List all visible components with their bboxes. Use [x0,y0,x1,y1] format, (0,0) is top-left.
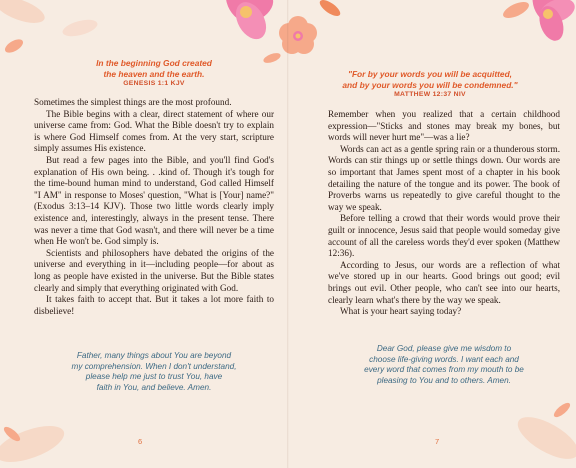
left-verse-line-1: In the beginning God created [96,58,212,68]
right-prayer-line-3: every word that comes from my mouth to be [364,365,524,375]
right-paragraph-1: Remember when you realized that a certain childhood expression—"Sticks and stones may break my bones, but words will never hurt me"—was a lie? [328,109,560,143]
right-prayer [320,344,568,386]
left-prayer-line-4: faith in You, and believe. Amen. [96,382,212,392]
left-paragraph-5: It takes faith to accept that. But it takes a lot more faith to disbelieve! [34,294,274,316]
right-page-number: 7 [435,437,440,446]
right-prayer-line-2: choose life-giving words. I want each and [369,354,519,364]
left-paragraph-1: Sometimes the simplest things are the most profound. [34,97,232,107]
right-verse [310,69,550,101]
right-verse-reference: MATTHEW 12:37 NIV [394,91,466,99]
right-page [288,0,576,468]
left-verse-line-2: the heaven and the earth. [103,68,205,79]
left-prayer [34,351,274,393]
left-prayer-line-2: my comprehension. When I don't understand, [71,361,237,371]
left-body-text [34,97,274,317]
right-paragraph-5: What is your heart saying today? [340,306,462,317]
left-paragraph-3: But read a few pages into the Bible, and you'll find God's explanation of His own being. . .kind of. Though it's tough for the time-bound human mind to understand, God called Himself "I AM" in response to Moses' question, "What is [Your] name?" (Exodus 3:13–14 KJV). Those two little words clearly imply existence and, interestingly, always in the present tense. There was never a time that God wasn't, and there will never be a time when He won't be. God simply is. [34,154,274,247]
right-verse-line-1: "For by your words you will be acquitted, [347,69,513,79]
left-verse [34,58,274,90]
left-prayer-line-3: please help me just to trust You, have [85,372,223,382]
right-prayer-line-4: pleasing to You and to others. Amen. [377,375,511,385]
left-paragraph-4: Scientists and philosophers have debated the origins of the universe and everything in it—including people—for about as long as people have existed in the universe. But the Bible states clearly and simply that everything originated with God. [34,247,274,293]
left-verse-reference: GENESIS 1:1 KJV [123,80,185,88]
left-paragraph-2: The Bible begins with a clear, direct statement of where our universe came from: God. What the Bible doesn't try to explain is where God Himself comes from. At the very start, scripture simply assumes His existence. [34,108,274,154]
right-paragraph-2: Words can act as a gentle spring rain or a thunderous storm. Words can stir things up or settle things down. Our words are so important that James spent most of a chapter in his book detailing the nature of the tongue and its power. The book of Proverbs warns us repeatedly to give careful thought to the way we speak. [328,143,560,212]
right-verse-line-2: and by your words you will be condemned." [342,79,518,90]
right-paragraph-3: Before telling a crowd that their words would prove their guilt or innocence, Jesus said that people would someday give account of all the careless words they'd ever spoken (Matthew 12:36). [328,213,560,259]
right-body-text [328,109,560,318]
left-page-number: 6 [138,437,143,446]
left-prayer-line-1: Father, many things about You are beyond [76,351,232,360]
right-prayer-line-1: Dear God, please give me wisdom to [376,344,512,353]
right-paragraph-4: According to Jesus, our words are a reflection of what we've stored up in our hearts. Good brings out good; evil brings out evil. Other people, who can't see into our hearts, clearly learn what's there by the way we speak. [328,259,560,305]
